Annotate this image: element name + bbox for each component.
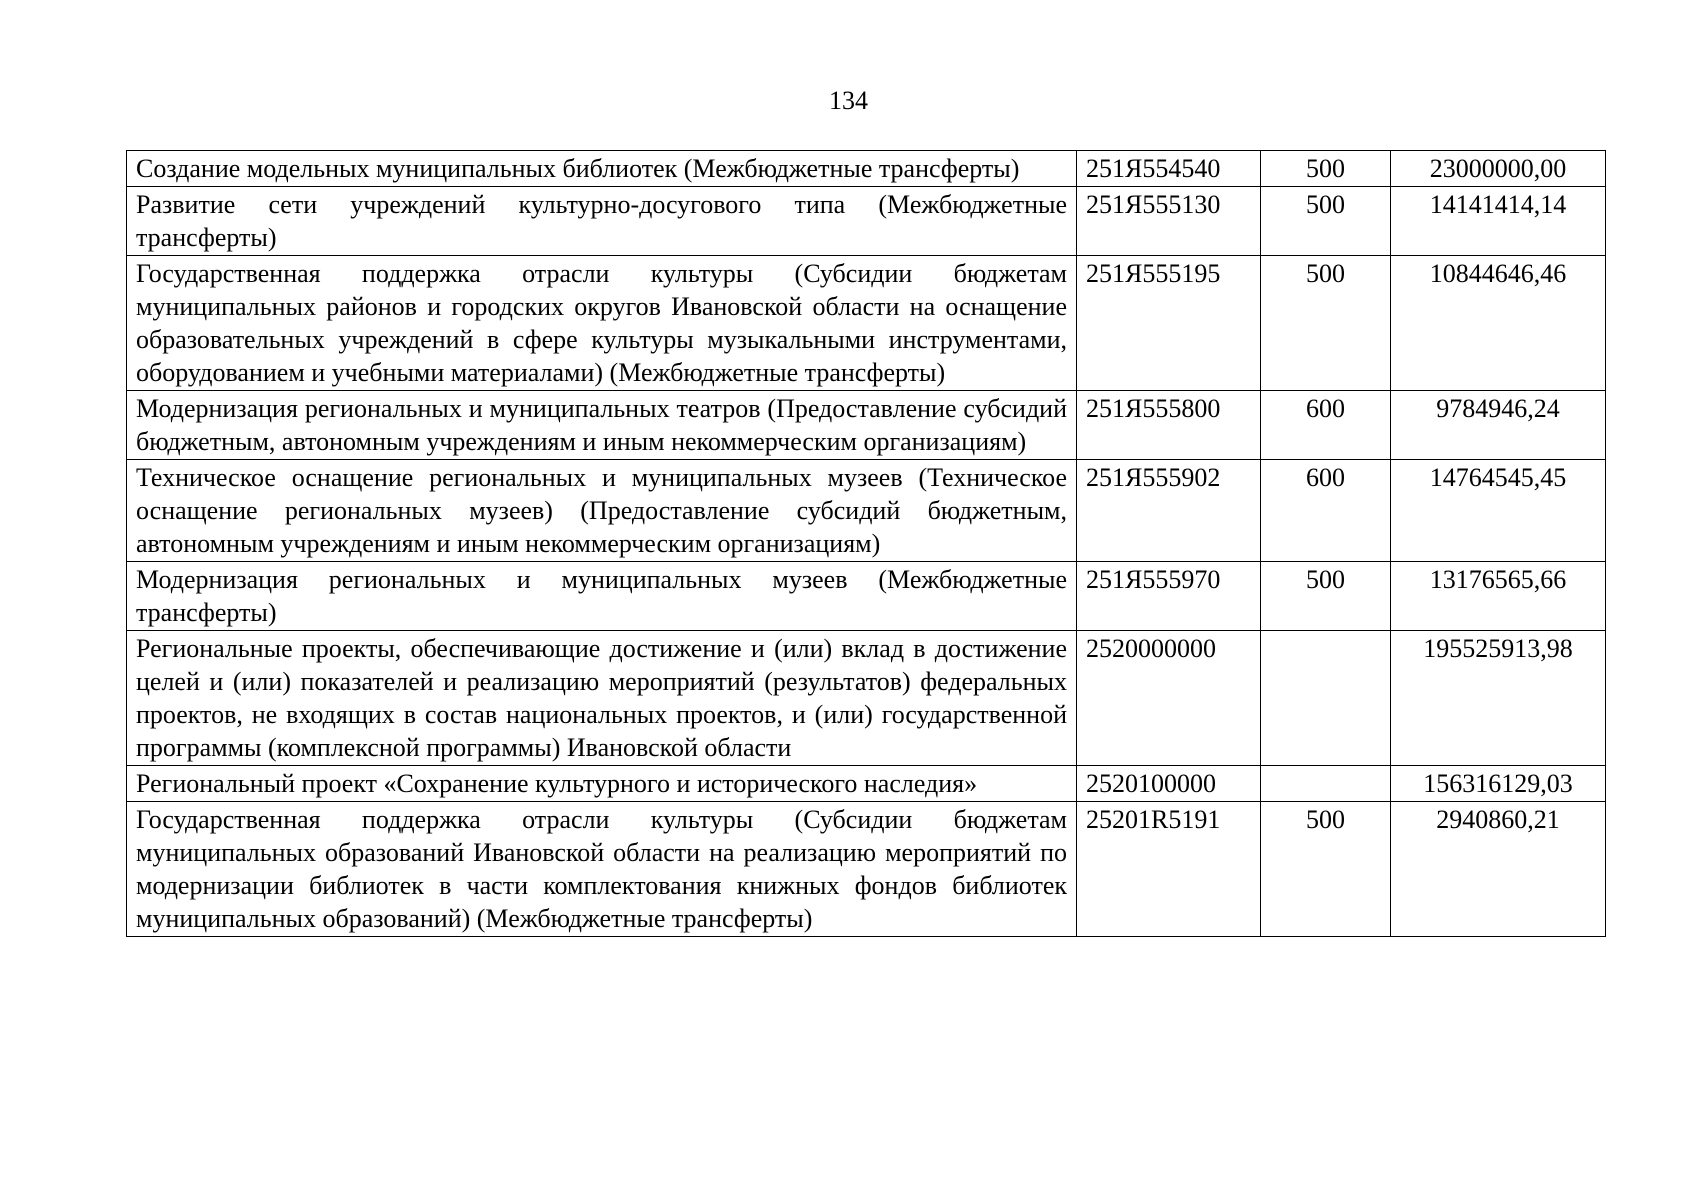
row-sum-cell: 195525913,98 — [1391, 631, 1606, 766]
row-sum-cell: 2940860,21 — [1391, 802, 1606, 937]
row-name-cell: Создание модельных муниципальных библиотек (Межбюджетные трансферты) — [127, 151, 1077, 187]
row-code-cell: 251Я555800 — [1077, 391, 1261, 460]
row-code-cell: 251Я555902 — [1077, 460, 1261, 562]
table-row — [127, 766, 1606, 802]
table-row — [127, 187, 1606, 256]
table-row — [127, 391, 1606, 460]
row-name-cell: Модернизация региональных и муниципальных музеев (Межбюджетные трансферты) — [127, 562, 1077, 631]
page-number: 134 — [829, 86, 868, 115]
row-type-cell: 500 — [1261, 187, 1391, 256]
table-row — [127, 151, 1606, 187]
row-type-cell: 600 — [1261, 391, 1391, 460]
row-type-cell: 500 — [1261, 562, 1391, 631]
row-type-cell: 500 — [1261, 802, 1391, 937]
budget-table — [126, 150, 1606, 937]
row-sum-cell: 14764545,45 — [1391, 460, 1606, 562]
row-sum-cell: 23000000,00 — [1391, 151, 1606, 187]
row-name-cell: Региональный проект «Сохранение культурного и исторического наследия» — [127, 766, 1077, 802]
row-type-cell: 600 — [1261, 460, 1391, 562]
row-name-cell: Региональные проекты, обеспечивающие достижение и (или) вклад в достижение целей и (или) показателей и реализацию мероприятий (результатов) федеральных проектов, не входящих в состав национальных проектов, и (или) государственной программы (комплексной программы) Ивановской области — [127, 631, 1077, 766]
row-code-cell: 251Я555195 — [1077, 256, 1261, 391]
row-name-cell: Модернизация региональных и муниципальных театров (Предоставление субсидий бюджетным, автономным учреждениям и иным некоммерческим организациям) — [127, 391, 1077, 460]
row-code-cell: 251Я555970 — [1077, 562, 1261, 631]
row-type-cell — [1261, 766, 1391, 802]
row-sum-cell: 14141414,14 — [1391, 187, 1606, 256]
row-code-cell: 251Я555130 — [1077, 187, 1261, 256]
row-name-cell: Техническое оснащение региональных и муниципальных музеев (Техническое оснащение региональных музеев) (Предоставление субсидий бюджетным, автономным учреждениям и иным некоммерческим организациям) — [127, 460, 1077, 562]
table-row — [127, 256, 1606, 391]
row-sum-cell: 13176565,66 — [1391, 562, 1606, 631]
row-sum-cell: 9784946,24 — [1391, 391, 1606, 460]
row-name-cell: Государственная поддержка отрасли культуры (Субсидии бюджетам муниципальных районов и городских округов Ивановской области на оснащение образовательных учреждений в сфере культуры музыкальными инструментами, оборудованием и учебными материалами) (Межбюджетные трансферты) — [127, 256, 1077, 391]
table-row — [127, 631, 1606, 766]
row-name-cell: Развитие сети учреждений культурно-досугового типа (Межбюджетные трансферты) — [127, 187, 1077, 256]
table-row — [127, 562, 1606, 631]
row-sum-cell: 10844646,46 — [1391, 256, 1606, 391]
row-type-cell — [1261, 631, 1391, 766]
row-name-cell: Государственная поддержка отрасли культуры (Субсидии бюджетам муниципальных образований Ивановской области на реализацию мероприятий по модернизации библиотек в части комплектования книжных фондов библиотек муниципальных образований) (Межбюджетные трансферты) — [127, 802, 1077, 937]
row-code-cell: 25201R5191 — [1077, 802, 1261, 937]
row-code-cell: 251Я554540 — [1077, 151, 1261, 187]
row-code-cell: 2520100000 — [1077, 766, 1261, 802]
row-type-cell: 500 — [1261, 151, 1391, 187]
row-code-cell: 2520000000 — [1077, 631, 1261, 766]
row-sum-cell: 156316129,03 — [1391, 766, 1606, 802]
table-row — [127, 460, 1606, 562]
budget-table-body — [127, 151, 1606, 937]
table-row — [127, 802, 1606, 937]
row-type-cell: 500 — [1261, 256, 1391, 391]
